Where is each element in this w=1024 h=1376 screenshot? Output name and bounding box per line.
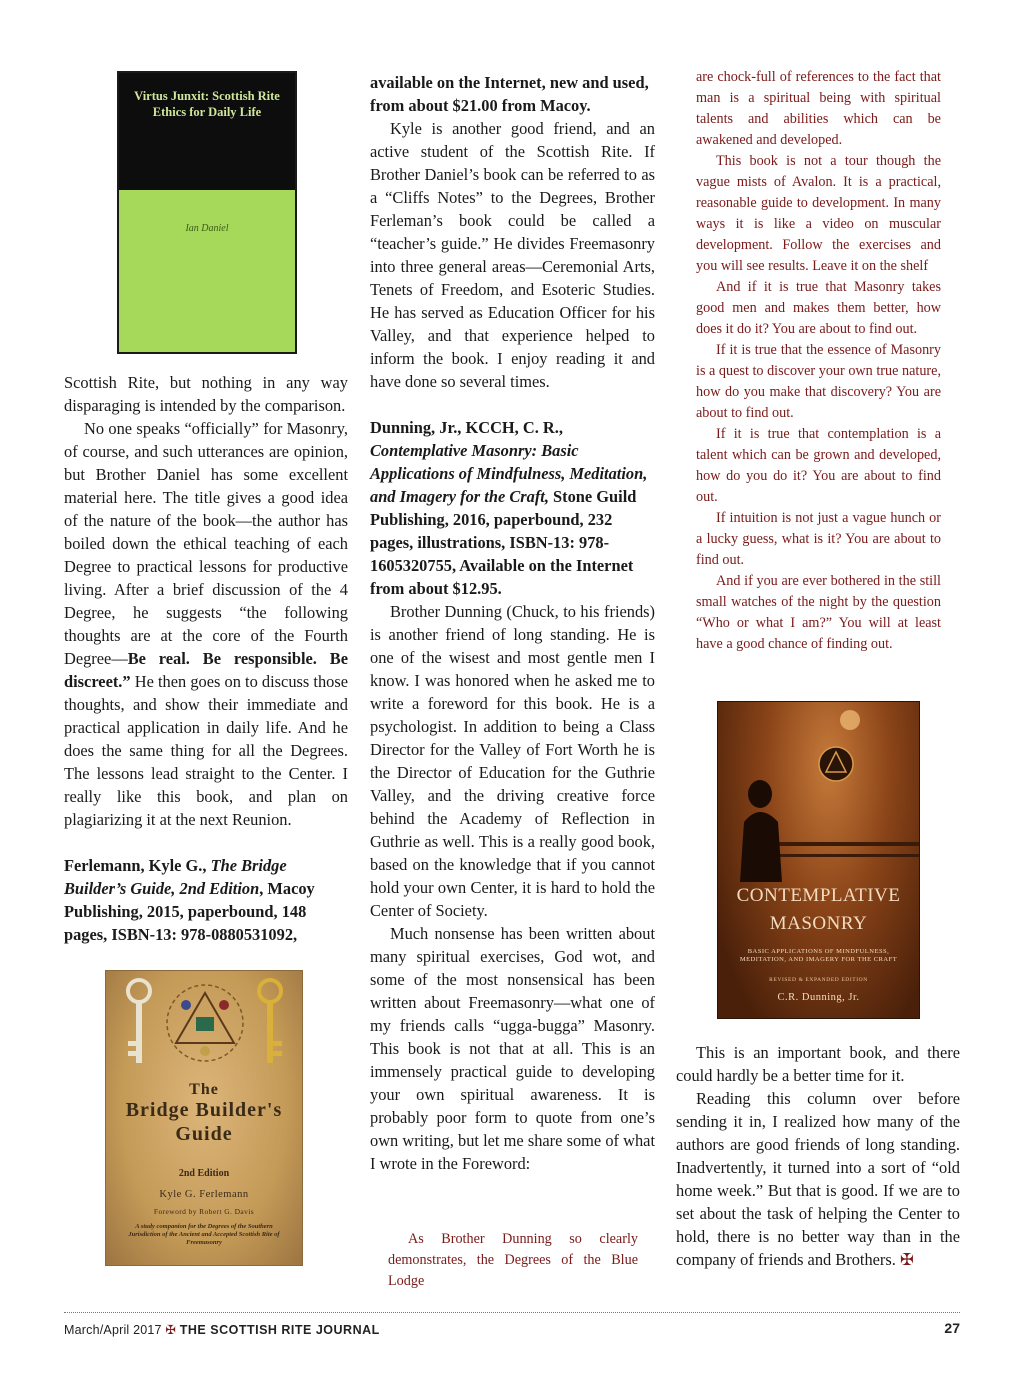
book-cover-virtus-junxit bbox=[117, 71, 297, 354]
cover-edition: 2nd Edition bbox=[178, 1168, 230, 1179]
column-3 bbox=[676, 1041, 960, 1271]
paragraph: No one speaks “officially” for Masonry, of course, and such utterances are opinion, but Brother Daniel has some excellent material here. The title gives a good idea of the nature of the book—the author has boiled down the ethical teaching of each Degree to practical lessons for productive living. After a brief discussion of the 4 Degree, he suggests “the following thoughts are at the core of the Fourth Degree—Be real. Be responsible. Be discreet.” He then goes on to discuss those thoughts, and show their immediate and practical application in daily life. And he does the same thing for all the Degrees. The lessons lead straight to the Center. I really like this book, and plan on plagiarizing it at the next Reunion. bbox=[64, 419, 348, 829]
cover-author: Kyle G. Ferlemann bbox=[159, 1189, 249, 1200]
meditating-figure-icon bbox=[718, 702, 920, 882]
paragraph: This is an important book, and there could hardly be a better time for it. bbox=[676, 1043, 960, 1085]
cover-subtitle: A study companion for the Degrees of the Southern Jurisdiction of the Ancient and Accepted Scottish Rite of Freemasonry bbox=[128, 1223, 280, 1246]
paragraph: Much nonsense has been written about many spiritual exercises, God wot, and some of the most nonsensical has been written about Freemasonry—what one of my friends calls “ugga-bugga” Masonry. This book is not that at all. This is an immensely practical guide to developing your own spiritual awareness. It is probably poor form to quote from one’s own writing, but let me share some of what I wrote in the Foreword: bbox=[370, 924, 655, 1173]
cover-author: C.R. Dunning, Jr. bbox=[777, 992, 860, 1003]
book-cover-contemplative-masonry bbox=[717, 701, 920, 1019]
quote-paragraph: If it is true that the essence of Masonry is a quest to discover your own true nature, how do you make that discovery? You are about to find out. bbox=[696, 342, 941, 421]
cover-subtitle: BASIC APPLICATIONS OF MINDFULNESS, MEDITATION, AND IMAGERY FOR THE CRAFT bbox=[739, 948, 898, 963]
paragraph: Brother Dunning (Chuck, to his friends) is another friend of long standing. He is one of the wisest and most gentle men I know. I was honored when he asked me to write a foreword for this book. He is a psychologist. In addition to being a Class Director for the Valley of Fort Worth he is the Director of Education for the Guthrie Valley, and the driving creative force behind the Academy of Reflection in Guthrie as well. This is a really good book, based on the knowledge that if you cannot hold your own Center, it is hard to hold the Center of Society. bbox=[370, 602, 655, 920]
paragraph: Reading this column over before sending it in, I realized how many of the authors are good friends of long standing. Inadvertently, it turned into a sort of “old home week.” But that is good. If we are to set about the task of helping the Center to hold, there is no better way than in the company of friends and Brothers. ✠ bbox=[676, 1089, 960, 1269]
cover-author: Ian Daniel bbox=[185, 223, 229, 234]
cover-title: Virtus Junxit: Scottish Rite Ethics for Daily Life bbox=[134, 89, 280, 119]
quote-paragraph: This book is not a tour though the vague mists of Avalon. It is a practical, reasonable guide to development. In many ways it is like a video on muscular development. Follow the exercises and you will see results. Leave it on the shelf bbox=[696, 153, 941, 274]
quote-paragraph: are chock-full of references to the fact that man is a spiritual being with spiritual talents and abilities which can be awakened and developed. bbox=[696, 69, 941, 148]
column-1 bbox=[64, 371, 348, 946]
book-entry-continued: available on the Internet, new and used, from about $21.00 from Macoy. bbox=[370, 73, 649, 115]
journal-name: THE SCOTTISH RITE JOURNAL bbox=[179, 1323, 380, 1337]
book-entry-dunning: Dunning, Jr., KCCH, C. R., Contemplative Masonry: Basic Applications of Mindfulness, Meditation, and Imagery for the Craft, Stone Guild Publishing, 2016, paperbound, 232 pages, illustrations, ISBN-13: 978-1605320755, Available on the Internet from about $12.95. bbox=[370, 418, 648, 598]
cover-edition: REVISED & EXPANDED EDITION bbox=[769, 977, 868, 983]
foreword-quote-start: As Brother Dunning so clearly demonstrates, the Degrees of the Blue Lodge bbox=[388, 1231, 638, 1289]
foreword-quote bbox=[696, 67, 941, 655]
quote-paragraph: And if it is true that Masonry takes good men and makes them better, how does it do it? You are about to find out. bbox=[696, 279, 941, 337]
paragraph: Scottish Rite, but nothing in any way disparaging is intended by the comparison. bbox=[64, 373, 348, 415]
paragraph: Kyle is another good friend, and an active student of the Scottish Rite. If Brother Daniel’s book can be referred to as a “Cliffs Notes” to the Degrees, Brother Ferleman’s book could be called a “teacher’s guide.” He divides Freemasonry into three general areas—Ceremonial Arts, Tenets of Freedom, and Esoteric Studies. He has served as Education Officer for his Valley, and that experience helped to inform the book. I enjoy reading it and have done so several times. bbox=[370, 119, 655, 391]
cover-title-the: The bbox=[189, 1081, 219, 1098]
cover-foreword: Foreword by Robert G. Davis bbox=[153, 1207, 255, 1216]
book-cover-bridge-builders-guide bbox=[105, 970, 303, 1266]
end-mark-icon: ✠ bbox=[899, 1250, 914, 1269]
keys-and-compass-icon bbox=[106, 971, 303, 1081]
footer-divider bbox=[64, 1312, 960, 1313]
issue-date: March/April 2017 bbox=[64, 1323, 162, 1337]
cover-title: Bridge Builder's Guide bbox=[125, 1099, 283, 1145]
page-number: 27 bbox=[944, 1320, 960, 1336]
column-2 bbox=[370, 71, 655, 1175]
quote-paragraph: And if you are ever bothered in the still small watches of the night by the question “Who or what I am?” You will at least have a good chance of finding out. bbox=[696, 573, 941, 652]
quote-paragraph: If it is true that contemplation is a talent which can be grown and developed, how do you do it? You are about to find out. bbox=[696, 426, 941, 505]
cross-icon: ✠ bbox=[165, 1323, 177, 1337]
cover-title-2: MASONRY bbox=[769, 913, 868, 934]
book-entry-ferlemann: Ferlemann, Kyle G., The Bridge Builder’s Guide, 2nd Edition, Macoy Publishing, 2015, paperbound, 148 pages, ISBN-13: 978-0880531092, bbox=[64, 856, 315, 944]
quote-paragraph: If intuition is not just a vague hunch or a lucky guess, what is it? You are about to find out. bbox=[696, 510, 941, 568]
footer-issue-line bbox=[64, 1322, 380, 1337]
cover-title-1: CONTEMPLATIVE bbox=[736, 885, 901, 906]
